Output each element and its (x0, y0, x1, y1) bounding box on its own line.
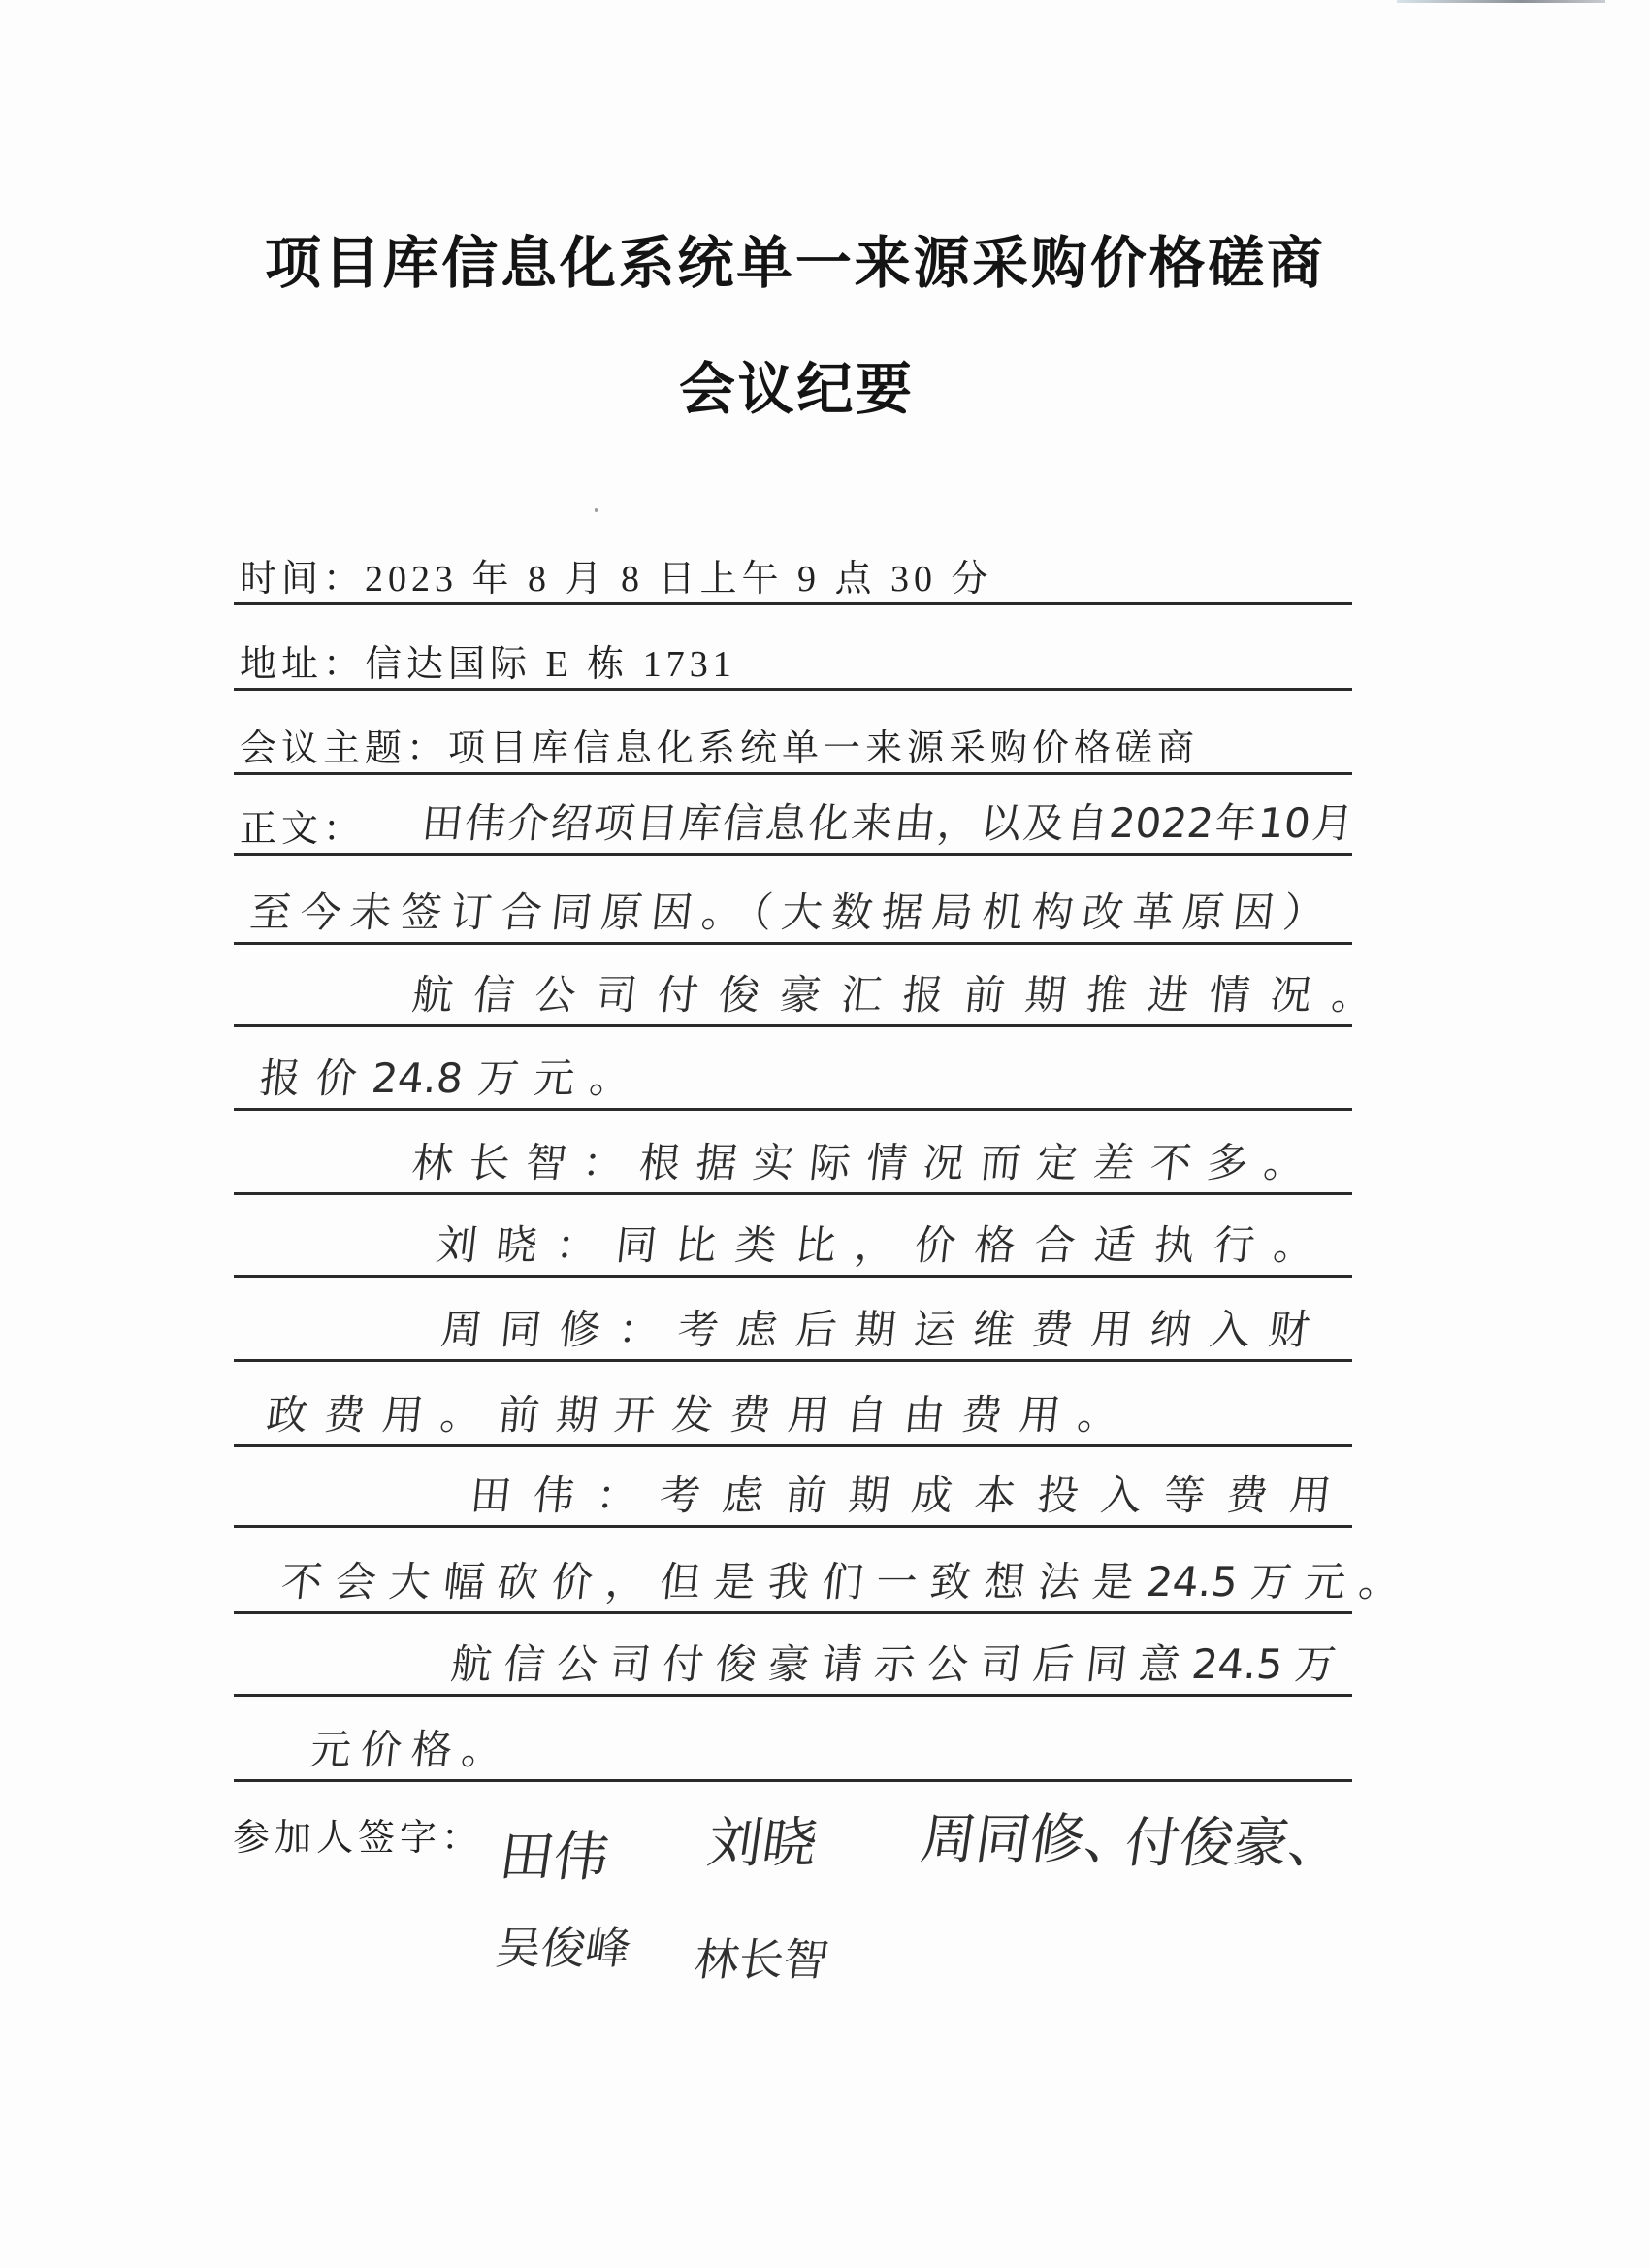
signature-zhou-tongxiu: 周同修、 (917, 1808, 1144, 1871)
underline (234, 602, 1352, 605)
underline (234, 1694, 1352, 1697)
underline (234, 1611, 1352, 1614)
handwritten-line: 不会大幅砍价，但是我们一致想法是24.5万元。 (278, 1558, 1403, 1605)
underline (234, 1779, 1352, 1782)
underline (234, 1192, 1352, 1195)
signature-liu-xiao: 刘晓 (703, 1812, 822, 1875)
underline (234, 1525, 1352, 1528)
field-topic-value: 项目库信息化系统单一来源采购价格磋商 (448, 729, 1200, 769)
field-address-value: 信达国际 E 栋 1731 (365, 644, 736, 685)
handwritten-line: 周同修：考虑后期运维费用纳入财 (438, 1306, 1312, 1353)
underline (234, 1359, 1352, 1362)
body-label: 正文： (240, 809, 366, 850)
scan-edge-mark (1397, 0, 1605, 3)
signature-wu-junfeng: 吴俊峰 (493, 1922, 634, 1974)
handwritten-line: 报价24.8万元。 (257, 1054, 633, 1102)
handwritten-line: 政费用。前期开发费用自由费用。 (264, 1391, 1121, 1439)
underline (234, 688, 1352, 691)
signature-fu-junhao: 付俊豪、 (1120, 1812, 1347, 1875)
underline (234, 1024, 1352, 1027)
signature-label: 参加人签字： (233, 1818, 484, 1859)
handwritten-line: 林长智：根据实际情况而定差不多。 (409, 1139, 1308, 1186)
handwritten-line: 至今未签订合同原因。（大数据局机构改革原因） (247, 889, 1327, 936)
field-topic (240, 727, 1199, 771)
scan-speck (595, 508, 598, 512)
handwritten-line: 元价格。 (307, 1726, 505, 1773)
field-time-label: 时间： (240, 559, 366, 599)
underline (234, 853, 1352, 856)
handwritten-line: 航信公司付俊豪请示公司后同意24.5万 (448, 1640, 1339, 1688)
underline (234, 1275, 1352, 1278)
field-time (240, 557, 993, 601)
field-address-label: 地址： (240, 644, 366, 685)
handwritten-line: 航信公司付俊豪汇报前期推进情况。 (409, 971, 1375, 1019)
handwritten-line: 刘晓：同比类比，价格合适执行。 (434, 1221, 1317, 1269)
underline (234, 1444, 1352, 1447)
handwritten-line: 田伟介绍项目库信息化来由，以及自2022年10月 (419, 799, 1356, 847)
field-time-value: 2023 年 8 月 8 日上午 9 点 30 分 (365, 559, 993, 599)
document-title: 项目库信息化系统单一来源采购价格磋商 (265, 230, 1323, 296)
underline (234, 772, 1352, 775)
field-topic-label: 会议主题： (240, 729, 449, 769)
document-subtitle: 会议纪要 (679, 356, 912, 422)
signature-tian-wei: 田伟 (495, 1826, 613, 1889)
handwritten-line: 田伟：考虑前期成本投入等费用 (468, 1472, 1334, 1519)
field-address (240, 642, 736, 687)
signature-lin-changzhi: 林长智 (691, 1933, 832, 1986)
underline (234, 1108, 1352, 1111)
underline (234, 942, 1352, 945)
